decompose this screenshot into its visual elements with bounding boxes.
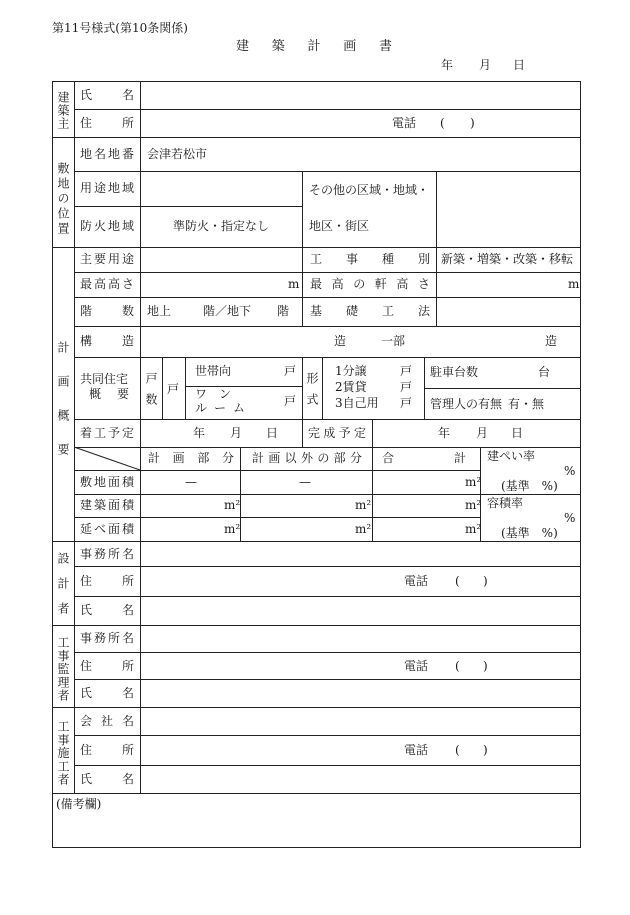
plan-start-day: 日	[266, 426, 279, 440]
owner-section-label: 建築主	[56, 91, 70, 129]
apartment-type-rental-label: 2賃貸	[335, 380, 367, 394]
plan-floors-label: 階数	[80, 304, 134, 318]
floor-area-ratio-standard: (基準 %)	[501, 526, 558, 540]
area-row-building-other: m²	[355, 498, 372, 512]
designer-phone-open-paren: (	[455, 574, 460, 588]
apartment-type-label: 形式	[305, 372, 319, 405]
contractor-company-label: 会社名	[80, 714, 134, 728]
floor-area-ratio-unit: %	[564, 511, 576, 525]
area-row-floor-planned: m²	[224, 522, 241, 536]
apartment-type-sale-unit: 戸	[400, 364, 413, 378]
apartment-manager-label: 管理人の有無	[430, 397, 503, 411]
site-fire-zone-value: 準防火・指定なし	[173, 219, 270, 233]
designer-phone-label: 電話	[404, 574, 429, 588]
site-section-label: 敷地の位置	[56, 162, 70, 234]
area-row-floor-label: 延べ面積	[80, 522, 134, 536]
plan-max-eave-label: 最高の軒高さ	[310, 277, 430, 291]
apartment-family-unit: 戸	[284, 364, 297, 378]
area-col-total: 合計	[382, 451, 466, 465]
area-col-planned: 計画部分	[148, 451, 234, 465]
contractor-name-label: 氏名	[80, 772, 134, 786]
supervisor-office-label: 事務所名	[80, 631, 134, 645]
contractor-phone-close-paren: )	[483, 743, 488, 757]
plan-max-eave-unit: m	[568, 277, 580, 291]
area-row-site-label: 敷地面積	[80, 475, 134, 489]
plan-foundation-label: 基礎工法	[310, 304, 430, 318]
plan-structure-partial-label: 一部	[381, 334, 406, 348]
plan-work-type-label: 工事種別	[310, 252, 430, 266]
plan-completion-label: 完成予定	[308, 426, 366, 440]
apartment-manager-options: 有・無	[508, 397, 545, 411]
coverage-ratio-unit: %	[564, 464, 576, 478]
area-row-building-planned: m²	[224, 498, 241, 512]
plan-floors-above-label: 地上	[147, 304, 172, 318]
area-row-building-total: m²	[465, 498, 482, 512]
apartment-parking-label: 駐車台数	[430, 365, 479, 379]
remarks-label: (備考欄)	[56, 797, 102, 811]
plan-start-year: 年	[193, 426, 206, 440]
area-row-site-other: —	[299, 475, 311, 489]
apartment-type-rental-unit: 戸	[400, 380, 413, 394]
owner-name-label: 氏名	[80, 88, 134, 102]
site-fire-zone-label: 防火地域	[80, 219, 134, 233]
apartment-oneroom-unit: 戸	[284, 394, 297, 408]
owner-phone-label: 電話	[392, 116, 417, 130]
apartment-units-total-unit: 戸	[167, 382, 180, 396]
supervisor-section-label: 工事監理者	[56, 636, 70, 701]
apartment-type-own-use-label: 3自己用	[335, 396, 379, 410]
plan-max-height-label: 最高高さ	[80, 277, 134, 291]
supervisor-name-label: 氏名	[80, 686, 134, 700]
date-month: 月	[479, 58, 492, 72]
coverage-ratio-standard: (基準 %)	[501, 479, 558, 493]
apartment-type-sale-label: 1分譲	[335, 364, 367, 378]
floor-area-ratio-label: 容積率	[487, 496, 524, 510]
site-other-zone-label-line2: 地区・街区	[309, 219, 370, 233]
plan-main-use-label: 主要用途	[80, 252, 134, 266]
supervisor-phone-open-paren: (	[455, 659, 460, 673]
plan-completion-day: 日	[511, 426, 524, 440]
site-lot-value: 会津若松市	[147, 147, 208, 161]
apartment-oneroom-label-line1: ワン	[195, 387, 231, 401]
contractor-phone-label: 電話	[404, 743, 429, 757]
designer-address-label: 住所	[80, 574, 134, 588]
designer-name-label: 氏名	[80, 603, 134, 617]
plan-start-label: 着工予定	[80, 426, 134, 440]
apartment-label-line2: 概要	[89, 387, 129, 401]
date-year: 年	[441, 58, 454, 72]
plan-structure-label: 構造	[80, 334, 134, 348]
contractor-section-label: 工事施工者	[56, 720, 70, 785]
area-row-site-total: m²	[465, 475, 482, 489]
supervisor-phone-label: 電話	[404, 659, 429, 673]
area-col-other: 計画以外の部分	[252, 451, 362, 465]
plan-section-label: 計画概要	[56, 341, 70, 455]
plan-structure-main-suffix: 造	[334, 334, 347, 348]
apartment-family-label: 世帯向	[195, 364, 232, 378]
coverage-ratio-label: 建ぺい率	[487, 449, 536, 463]
header-diagonal-line	[74, 447, 140, 470]
supervisor-address-label: 住所	[80, 659, 134, 673]
designer-phone-close-paren: )	[483, 574, 488, 588]
plan-floors-below-label: 階／地下	[203, 304, 252, 318]
apartment-units-label: 戸数	[144, 372, 158, 405]
plan-work-type-options: 新築・増築・改築・移転	[441, 252, 574, 266]
owner-phone-open-paren: (	[440, 116, 445, 130]
area-row-floor-other: m²	[355, 522, 372, 536]
contractor-phone-open-paren: (	[455, 743, 460, 757]
area-row-building-label: 建築面積	[80, 498, 134, 512]
apartment-parking-unit: 台	[538, 365, 551, 379]
apartment-label-line1: 共同住宅	[80, 372, 129, 386]
date-day: 日	[513, 58, 526, 72]
area-row-floor-total: m²	[465, 522, 482, 536]
plan-floors-end-unit: 階	[277, 304, 290, 318]
site-use-zone-label: 用途地域	[80, 181, 134, 195]
designer-section-label: 設計者	[56, 552, 70, 614]
supervisor-phone-close-paren: )	[483, 659, 488, 673]
plan-completion-month: 月	[476, 426, 489, 440]
apartment-oneroom-label-line2: ルーム	[195, 401, 245, 415]
plan-completion-year: 年	[438, 426, 451, 440]
site-other-zone-label-line1: その他の区域・地域・	[309, 183, 430, 197]
site-lot-label: 地名地番	[80, 147, 134, 161]
apartment-type-own-use-unit: 戸	[400, 396, 413, 410]
area-row-site-planned: —	[185, 475, 197, 489]
designer-office-label: 事務所名	[80, 547, 134, 561]
owner-phone-close-paren: )	[470, 116, 475, 130]
plan-max-height-unit: m	[288, 277, 300, 291]
form-number: 第11号様式(第10条関係)	[52, 21, 188, 35]
contractor-address-label: 住所	[80, 743, 134, 757]
plan-start-month: 月	[230, 426, 243, 440]
plan-structure-partial-suffix: 造	[545, 334, 558, 348]
page-title: 建築計画書	[236, 39, 392, 54]
owner-address-label: 住所	[80, 116, 134, 130]
